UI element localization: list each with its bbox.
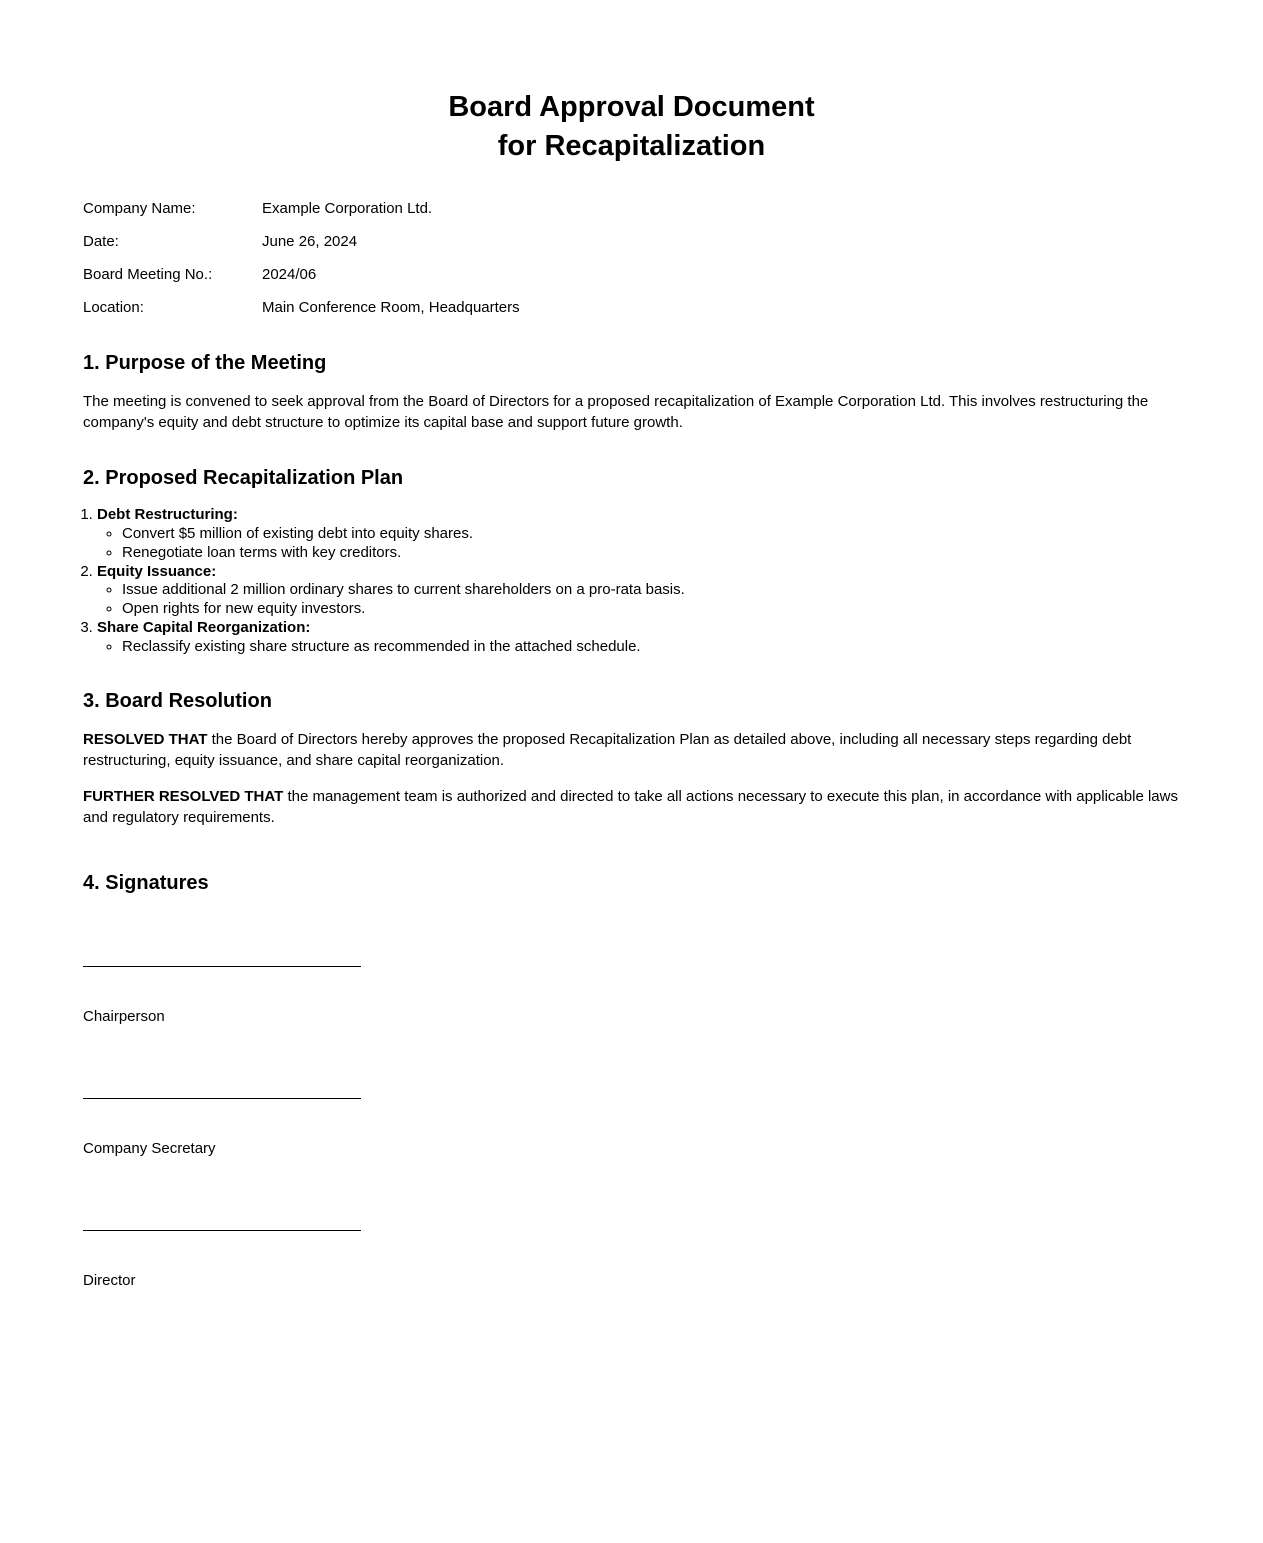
- plan-subitem: ◦ Convert $5 million of existing debt into equity shares.: [122, 525, 1180, 544]
- meta-row-location: [83, 297, 1180, 318]
- plan-subitem: ◦ Reclassify existing share structure as recommended in the attached schedule.: [122, 638, 1180, 657]
- meta-value-company-name: Example Corporation Ltd.: [262, 200, 433, 218]
- signature-line-company-secretary: [83, 1098, 361, 1099]
- meta-label-board-meeting-no: Board Meeting No.:: [83, 266, 213, 284]
- signature-line-chairperson: [83, 966, 361, 967]
- section-plan-heading: 2. Proposed Recapitalization Plan: [83, 467, 404, 490]
- meta-label-location: Location:: [83, 299, 144, 317]
- meta-row-company-name: [83, 198, 1180, 219]
- plan-subitems-debt-restructuring: [97, 525, 1180, 563]
- meta-value-location: Main Conference Room, Headquarters: [262, 299, 520, 317]
- meta-row-board-meeting-no: [83, 264, 1180, 285]
- document-title-line-2: for Recapitalization: [497, 130, 766, 163]
- plan-item-title: Equity Issuance:: [97, 562, 217, 580]
- section-signatures: [83, 872, 1180, 1291]
- document-title: [83, 88, 1180, 166]
- plan-subitem: ◦ Renegotiate loan terms with key creditors.: [122, 544, 1180, 563]
- plan-subitems-equity-issuance: [97, 581, 1180, 619]
- section-resolution-heading: 3. Board Resolution: [83, 690, 272, 713]
- section-purpose-heading: 1. Purpose of the Meeting: [83, 352, 327, 375]
- plan-list: [83, 506, 1180, 656]
- meta-table: [83, 198, 1180, 318]
- resolution-paragraph-2: [83, 786, 1180, 828]
- section-purpose: [83, 352, 1180, 433]
- plan-item-title: Share Capital Reorganization:: [97, 618, 311, 636]
- meta-row-date: [83, 231, 1180, 252]
- signature-block-company-secretary: [83, 1098, 1180, 1159]
- section-signatures-heading: 4. Signatures: [83, 872, 209, 895]
- section-resolution: [83, 690, 1180, 828]
- signature-block-director: [83, 1230, 1180, 1291]
- meta-label-date: Date:: [83, 233, 119, 251]
- meta-label-company-name: Company Name:: [83, 200, 196, 218]
- resolution-paragraph-1: [83, 729, 1180, 771]
- plan-subitems-share-capital-reorganization: [97, 638, 1180, 657]
- plan-item-debt-restructuring: [97, 506, 1180, 562]
- resolution-lead-2: FURTHER RESOLVED THAT: [83, 788, 284, 806]
- plan-item-title: Debt Restructuring:: [97, 506, 238, 524]
- plan-item-share-capital-reorganization: [97, 619, 1180, 657]
- plan-subitem: ◦ Issue additional 2 million ordinary shares to current shareholders on a pro-rata basis.: [122, 581, 1180, 600]
- resolution-text-2: the management team is authorized and directed to take all actions necessary to execute this plan, in accordance with applicable laws and regulatory requirements.: [83, 788, 1178, 827]
- section-plan: [83, 467, 1180, 656]
- document-title-line-1: Board Approval Document: [448, 91, 815, 123]
- section-purpose-body: The meeting is convened to seek approval from the Board of Directors for a proposed recapitalization of Example Corporation Ltd. This involves restructuring the company's equity and debt structure to optimize its capital base and support future growth.: [83, 393, 1149, 432]
- signature-label-director: Director: [83, 1272, 136, 1290]
- signature-block-chairperson: [83, 966, 1180, 1027]
- meta-value-date: June 26, 2024: [262, 233, 358, 251]
- plan-subitem: ◦ Open rights for new equity investors.: [122, 600, 1180, 619]
- meta-value-board-meeting-no: 2024/06: [262, 266, 317, 284]
- resolution-text-1: the Board of Directors hereby approves the proposed Recapitalization Plan as detailed above, including all necessary steps regarding debt restructuring, equity issuance, and share capital reorganization.: [83, 731, 1132, 770]
- plan-item-equity-issuance: [97, 563, 1180, 619]
- signature-label-chairperson: Chairperson: [83, 1008, 165, 1026]
- signature-line-director: [83, 1230, 361, 1231]
- resolution-lead-1: RESOLVED THAT: [83, 731, 208, 749]
- signature-label-company-secretary: Company Secretary: [83, 1140, 216, 1158]
